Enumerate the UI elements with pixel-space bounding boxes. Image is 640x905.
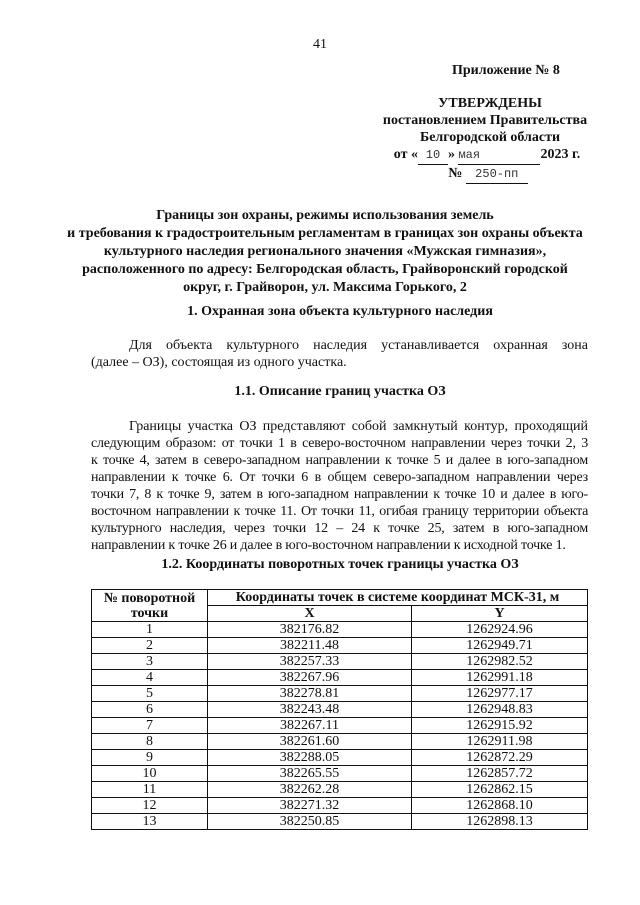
cell-point: 8 bbox=[92, 734, 208, 750]
cell-x: 382261.60 bbox=[208, 734, 412, 750]
cell-x: 382265.55 bbox=[208, 766, 412, 782]
coordinates-table bbox=[91, 589, 588, 830]
cell-point: 2 bbox=[92, 638, 208, 654]
page-number: 41 bbox=[313, 37, 327, 52]
section-1-1-heading: 1.1. Описание границ участка ОЗ bbox=[234, 384, 446, 399]
table-row bbox=[92, 718, 588, 734]
cell-x: 382288.05 bbox=[208, 750, 412, 766]
paragraph-2 bbox=[91, 418, 588, 554]
cell-x: 382262.28 bbox=[208, 782, 412, 798]
section-1-heading: 1. Охранная зона объекта культурного наследия bbox=[187, 304, 493, 319]
header-coords: Координаты точек в системе координат МСК-31, м bbox=[208, 590, 588, 606]
cell-x: 382267.96 bbox=[208, 670, 412, 686]
cell-point: 13 bbox=[92, 814, 208, 830]
table-row bbox=[92, 750, 588, 766]
cell-point: 11 bbox=[92, 782, 208, 798]
table-row bbox=[92, 622, 588, 638]
paragraph-1 bbox=[91, 337, 588, 371]
cell-y: 1262982.52 bbox=[412, 654, 588, 670]
text-line: (далее – ОЗ), состоящая из одного участка. bbox=[91, 355, 347, 370]
cell-y: 1262949.71 bbox=[412, 638, 588, 654]
table-row bbox=[92, 686, 588, 702]
table-row bbox=[92, 670, 588, 686]
cell-x: 382243.48 bbox=[208, 702, 412, 718]
cell-point: 5 bbox=[92, 686, 208, 702]
date-year: 2023 г. bbox=[540, 147, 581, 162]
cell-y: 1262872.29 bbox=[412, 750, 588, 766]
approval-line2: Белгородской области bbox=[419, 130, 561, 145]
decree-number: 250-пп bbox=[466, 166, 528, 184]
cell-x: 382176.82 bbox=[208, 622, 412, 638]
title-line: округ, г. Грайворон, ул. Максима Горького, 2 bbox=[183, 280, 467, 295]
appendix-label: Приложение № 8 bbox=[452, 63, 560, 78]
text-line: культурного наследия, через точки 12 – 24 к точке 25, затем в юго-западном bbox=[91, 521, 588, 536]
text-line: следующим образом: от точки 1 в северо-восточном направлении через точки 2, 3 bbox=[91, 436, 588, 451]
title-line: и требования к градостроительным регламентам в границах зон охраны объекта bbox=[67, 226, 583, 241]
text-line: восточном направлении к точке 11. От точки 11, огибая границу территории объекта bbox=[91, 504, 588, 519]
cell-point: 10 bbox=[92, 766, 208, 782]
cell-y: 1262924.96 bbox=[412, 622, 588, 638]
cell-y: 1262862.15 bbox=[412, 782, 588, 798]
approval-date bbox=[384, 146, 590, 165]
table-row bbox=[92, 654, 588, 670]
cell-y: 1262857.72 bbox=[412, 766, 588, 782]
cell-point: 9 bbox=[92, 750, 208, 766]
cell-y: 1262868.10 bbox=[412, 798, 588, 814]
date-day: 10 bbox=[418, 147, 448, 165]
text-line: Для объекта культурного наследия устанавливается охранная зона bbox=[129, 338, 588, 353]
title-line: культурного наследия регионального значения «Мужская гимназия», bbox=[103, 244, 547, 259]
cell-point: 3 bbox=[92, 654, 208, 670]
cell-y: 1262991.18 bbox=[412, 670, 588, 686]
text-line: к точке 4, затем в северо-западном направлении к точке 5 и далее в юго-западном bbox=[91, 453, 588, 468]
cell-x: 382257.33 bbox=[208, 654, 412, 670]
number-label: № bbox=[448, 166, 463, 181]
header-x: X bbox=[208, 606, 412, 622]
cell-point: 12 bbox=[92, 798, 208, 814]
text-line: направлении к точке 26 и далее в юго-восточном направлении к исходной точке 1. bbox=[91, 538, 566, 553]
date-month: мая bbox=[458, 147, 540, 165]
table-row bbox=[92, 638, 588, 654]
text-line: направлении к точке 6. От точки 6 в общем северо-западном направлении через bbox=[91, 470, 588, 485]
table-row bbox=[92, 734, 588, 750]
cell-x: 382267.11 bbox=[208, 718, 412, 734]
approval-title: УТВЕРЖДЕНЫ bbox=[438, 96, 542, 111]
date-mid: » bbox=[447, 147, 455, 162]
text-line: точки 7, 8 к точке 9, затем в юго-западном направлении к точке 10 и далее в юго- bbox=[91, 487, 588, 502]
cell-y: 1262915.92 bbox=[412, 718, 588, 734]
approval-block bbox=[382, 95, 590, 184]
title-line: расположенного по адресу: Белгородская область, Грайворонский городской bbox=[82, 262, 568, 277]
cell-x: 382250.85 bbox=[208, 814, 412, 830]
cell-y: 1262948.83 bbox=[412, 702, 588, 718]
section-1-2-heading: 1.2. Координаты поворотных точек границы участка ОЗ bbox=[161, 557, 519, 572]
title-line: Границы зон охраны, режимы использования земель bbox=[156, 208, 494, 223]
table-row bbox=[92, 702, 588, 718]
table-row bbox=[92, 814, 588, 830]
header-y: Y bbox=[412, 606, 588, 622]
cell-point: 6 bbox=[92, 702, 208, 718]
approval-line1: постановлением Правительства bbox=[382, 113, 588, 128]
cell-x: 382211.48 bbox=[208, 638, 412, 654]
cell-point: 7 bbox=[92, 718, 208, 734]
cell-point: 4 bbox=[92, 670, 208, 686]
cell-y: 1262977.17 bbox=[412, 686, 588, 702]
text-line: Границы участка ОЗ представляют собой замкнутый контур, проходящий bbox=[129, 419, 588, 434]
table-row bbox=[92, 766, 588, 782]
cell-x: 382278.81 bbox=[208, 686, 412, 702]
cell-point: 1 bbox=[92, 622, 208, 638]
header-point: № поворотной точки bbox=[92, 590, 208, 622]
cell-x: 382271.32 bbox=[208, 798, 412, 814]
date-from: от « bbox=[393, 147, 418, 162]
document-title bbox=[60, 207, 590, 297]
table-row bbox=[92, 798, 588, 814]
table-row bbox=[92, 782, 588, 798]
cell-y: 1262898.13 bbox=[412, 814, 588, 830]
cell-y: 1262911.98 bbox=[412, 734, 588, 750]
